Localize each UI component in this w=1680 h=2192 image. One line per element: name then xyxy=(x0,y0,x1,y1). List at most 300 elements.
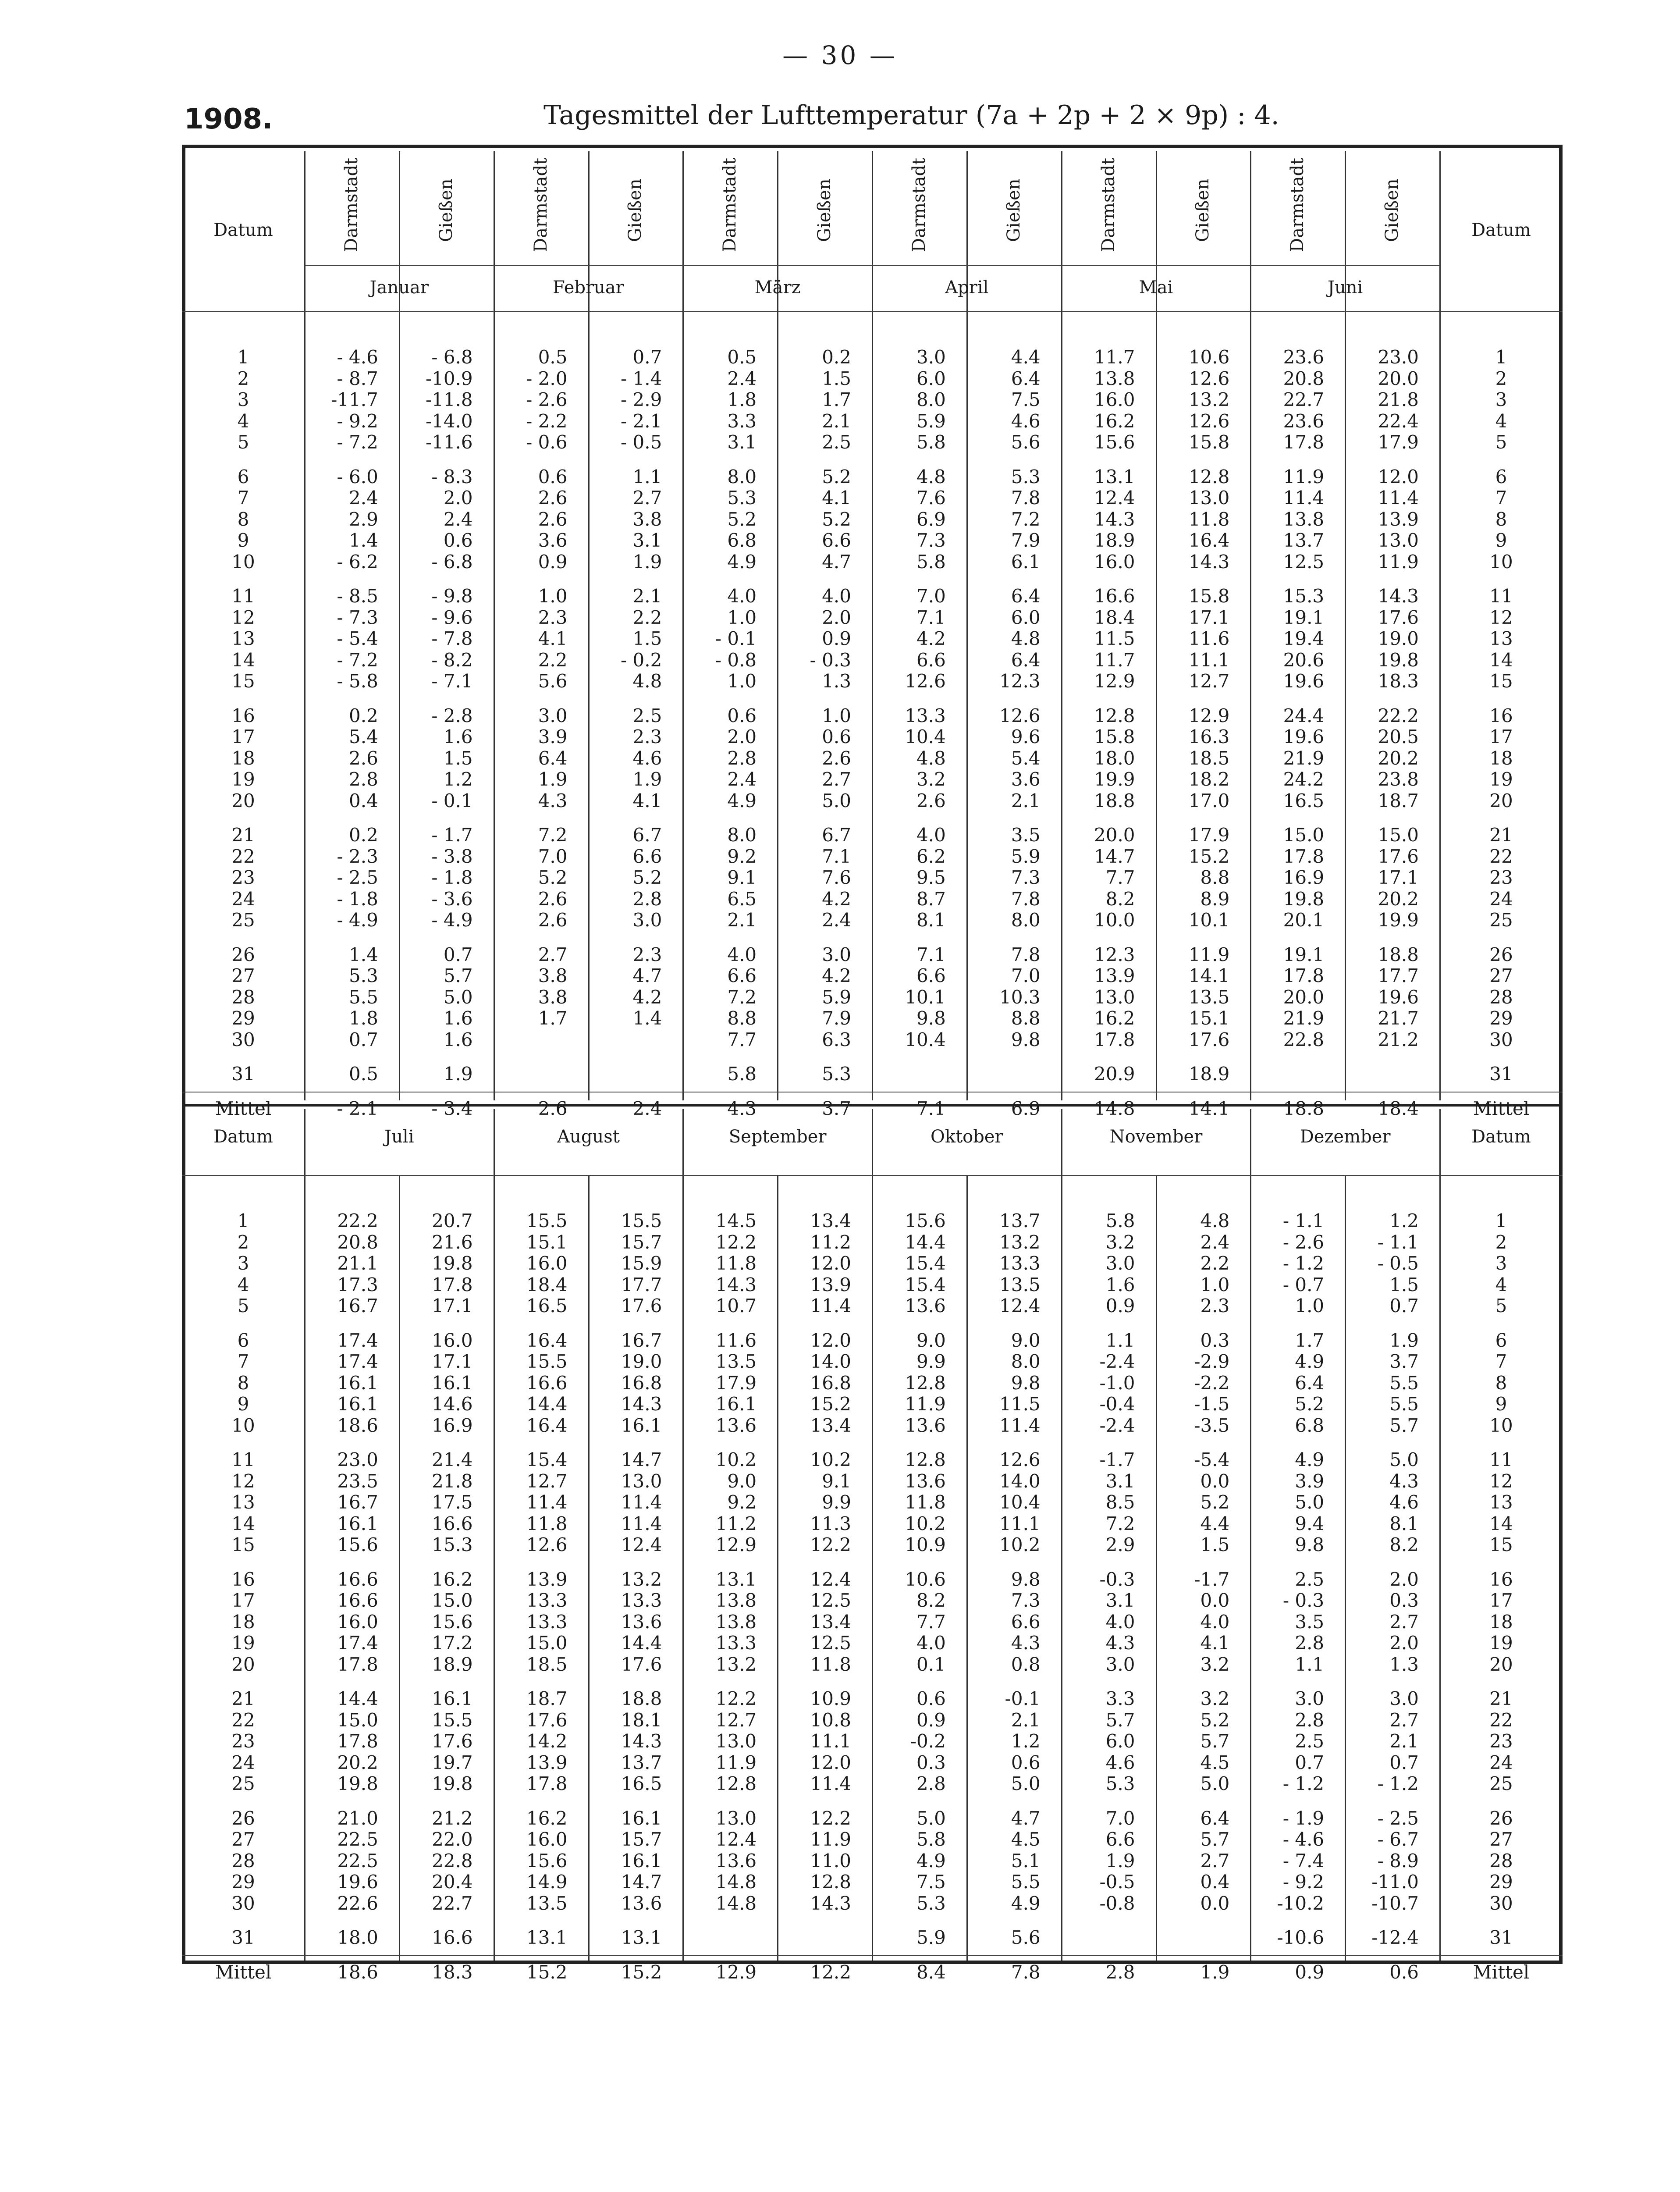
bottom-value-cell: 6.4 xyxy=(1200,1807,1230,1829)
bottom-value-cell: 15.4 xyxy=(905,1274,946,1295)
top-value-cell: - 6.0 xyxy=(337,466,378,488)
bottom-value-cell: 18.0 xyxy=(337,1927,378,1948)
bottom-value-cell: 13.7 xyxy=(621,1751,662,1773)
top-value-cell: 2.1 xyxy=(1011,790,1041,811)
bottom-value-cell: 11.9 xyxy=(715,1751,757,1773)
top-value-cell: 18.2 xyxy=(1188,769,1230,790)
bottom-month-header: Dezember xyxy=(1300,1127,1391,1147)
bottom-value-cell: 16.1 xyxy=(337,1372,378,1394)
top-value-cell: 0.6 xyxy=(727,705,757,726)
bottom-datum-cell-left: 28 xyxy=(231,1850,255,1872)
bottom-datum-cell-right: 28 xyxy=(1489,1850,1513,1872)
bottom-value-cell: 13.3 xyxy=(999,1253,1041,1274)
top-value-cell: 7.0 xyxy=(1011,965,1041,986)
top-value-cell: - 3.6 xyxy=(431,888,473,910)
bottom-value-cell: 16.5 xyxy=(621,1773,662,1794)
top-value-cell: 6.6 xyxy=(632,845,662,867)
bottom-value-cell: 2.3 xyxy=(1200,1295,1230,1317)
top-value-cell: 3.8 xyxy=(538,965,568,986)
top-value-cell: 7.1 xyxy=(916,943,946,965)
bottom-value-cell: 21.4 xyxy=(432,1449,473,1470)
year-label: 1908. xyxy=(184,103,273,135)
top-value-cell: - 3.8 xyxy=(431,845,473,867)
top-value-cell: 6.0 xyxy=(916,367,946,389)
top-value-cell: 2.6 xyxy=(538,888,568,910)
top-value-cell: 6.7 xyxy=(822,824,851,846)
bottom-value-cell: -2.4 xyxy=(1099,1351,1135,1372)
bottom-value-cell: 13.0 xyxy=(715,1807,757,1829)
bottom-value-cell: 11.4 xyxy=(999,1414,1041,1436)
bottom-datum-cell-right: 3 xyxy=(1495,1253,1507,1274)
top-value-cell: 6.1 xyxy=(1011,551,1041,573)
bottom-value-cell: 1.3 xyxy=(1389,1653,1419,1675)
bottom-datum-cell-left: 22 xyxy=(231,1709,255,1731)
top-value-cell: 7.0 xyxy=(538,845,568,867)
bottom-value-cell: 17.1 xyxy=(432,1295,473,1317)
top-value-cell: 11.4 xyxy=(1378,487,1419,509)
top-value-cell: 2.6 xyxy=(916,790,946,811)
top-value-cell: 7.9 xyxy=(1011,530,1041,551)
bottom-value-cell: 16.2 xyxy=(526,1807,568,1829)
bottom-value-cell: 15.5 xyxy=(621,1210,662,1231)
top-value-cell: 1.9 xyxy=(632,551,662,573)
top-value-cell: - 0.8 xyxy=(715,649,757,671)
top-datum-cell-right: 15 xyxy=(1489,670,1513,692)
bottom-value-cell: 5.6 xyxy=(1011,1927,1041,1948)
top-station-header-giessen: Gießen xyxy=(1382,178,1403,242)
top-station-header-darmstadt: Darmstadt xyxy=(1098,157,1119,252)
bottom-value-cell: 1.9 xyxy=(1389,1329,1419,1351)
top-value-cell: 6.5 xyxy=(727,888,757,910)
bottom-datum-cell-right: 30 xyxy=(1489,1892,1513,1914)
bottom-value-cell: -0.1 xyxy=(1005,1688,1041,1709)
bottom-value-cell: 1.7 xyxy=(1295,1329,1325,1351)
bottom-value-cell: 2.2 xyxy=(1200,1253,1230,1274)
bottom-value-cell: 17.8 xyxy=(337,1653,378,1675)
bottom-value-cell: 2.8 xyxy=(1295,1709,1325,1731)
bottom-value-cell: 5.0 xyxy=(1200,1773,1230,1794)
bottom-value-cell: 12.9 xyxy=(715,1534,757,1555)
bottom-value-cell: 13.9 xyxy=(526,1751,568,1773)
bottom-value-cell: 2.4 xyxy=(1200,1231,1230,1253)
bottom-value-cell: 6.6 xyxy=(1011,1611,1041,1633)
top-value-cell: - 3.4 xyxy=(431,1097,473,1119)
top-value-cell: 11.4 xyxy=(1283,487,1325,509)
bottom-value-cell: 8.2 xyxy=(1389,1534,1419,1555)
bottom-value-cell: 5.2 xyxy=(1295,1393,1325,1415)
top-value-cell: 2.1 xyxy=(632,585,662,607)
top-value-cell: 6.6 xyxy=(916,649,946,671)
top-value-cell: -10.9 xyxy=(425,367,473,389)
top-value-cell: 13.5 xyxy=(1188,986,1230,1008)
top-value-cell: 2.4 xyxy=(822,909,851,931)
top-value-cell: 11.9 xyxy=(1283,466,1325,488)
bottom-value-cell: 13.7 xyxy=(999,1210,1041,1231)
bottom-value-cell: 9.1 xyxy=(822,1470,851,1492)
top-value-cell: 12.8 xyxy=(1188,466,1230,488)
bottom-datum-cell-left: 15 xyxy=(231,1534,255,1555)
bottom-value-cell: 0.4 xyxy=(1200,1871,1230,1893)
top-value-cell: 3.2 xyxy=(916,769,946,790)
top-value-cell: 7.8 xyxy=(1011,943,1041,965)
bottom-datum-cell-left: 29 xyxy=(231,1871,255,1893)
top-value-cell: 7.6 xyxy=(916,487,946,509)
bottom-value-cell: 15.6 xyxy=(905,1210,946,1231)
bottom-value-cell: 10.7 xyxy=(715,1295,757,1317)
top-value-cell: - 1.4 xyxy=(620,367,662,389)
bottom-value-cell: 17.6 xyxy=(526,1709,568,1731)
top-value-cell: 0.5 xyxy=(727,346,757,368)
top-value-cell: 17.8 xyxy=(1283,431,1325,453)
top-value-cell: 1.6 xyxy=(443,1028,473,1050)
bottom-value-cell: 14.8 xyxy=(715,1892,757,1914)
bottom-datum-header-left: Datum xyxy=(213,1127,273,1147)
bottom-value-cell: 2.7 xyxy=(1389,1611,1419,1633)
top-value-cell: - 0.6 xyxy=(526,431,568,453)
bottom-value-cell: 14.4 xyxy=(621,1632,662,1654)
bottom-value-cell: 13.6 xyxy=(621,1611,662,1633)
bottom-value-cell: -0.8 xyxy=(1099,1892,1135,1914)
top-value-cell: 3.5 xyxy=(1011,824,1041,846)
top-datum-cell-left: 11 xyxy=(231,585,255,607)
bottom-value-cell: 5.7 xyxy=(1105,1709,1135,1731)
bottom-value-cell: - 1.2 xyxy=(1282,1253,1325,1274)
top-value-cell: 19.6 xyxy=(1283,670,1325,692)
top-value-cell: 17.6 xyxy=(1188,1028,1230,1050)
bottom-value-cell: 7.8 xyxy=(1011,1961,1041,1983)
bottom-value-cell: -12.4 xyxy=(1371,1927,1419,1948)
top-datum-cell-left: 2 xyxy=(237,367,249,389)
top-value-cell: 17.0 xyxy=(1188,790,1230,811)
bottom-value-cell: -0.3 xyxy=(1099,1568,1135,1590)
bottom-value-cell: 14.7 xyxy=(621,1871,662,1893)
top-value-cell: - 1.8 xyxy=(431,867,473,888)
bottom-value-cell: 4.8 xyxy=(1200,1210,1230,1231)
bottom-datum-cell-right: 18 xyxy=(1489,1611,1513,1633)
bottom-value-cell: 13.6 xyxy=(905,1295,946,1317)
top-datum-cell-left: 4 xyxy=(237,410,249,432)
top-value-cell: - 7.2 xyxy=(337,649,378,671)
bottom-value-cell: 13.1 xyxy=(621,1927,662,1948)
top-value-cell: 3.8 xyxy=(632,508,662,530)
top-value-cell: 3.7 xyxy=(822,1097,851,1119)
top-datum-cell-left: 15 xyxy=(231,670,255,692)
top-value-cell: 18.5 xyxy=(1188,747,1230,769)
top-value-cell: 16.0 xyxy=(1094,389,1135,410)
bottom-datum-cell-right: 20 xyxy=(1489,1653,1513,1675)
bottom-datum-cell-right: 6 xyxy=(1495,1329,1507,1351)
bottom-value-cell: 13.9 xyxy=(526,1568,568,1590)
top-value-cell: 6.6 xyxy=(916,965,946,986)
top-value-cell: 8.8 xyxy=(727,1007,757,1029)
top-station-header-giessen: Gießen xyxy=(436,178,456,242)
bottom-value-cell: 14.7 xyxy=(621,1449,662,1470)
top-value-cell: 7.9 xyxy=(822,1007,851,1029)
bottom-value-cell: 1.5 xyxy=(1389,1274,1419,1295)
top-datum-cell-right: 4 xyxy=(1495,410,1507,432)
bottom-datum-cell-right: 11 xyxy=(1489,1449,1513,1470)
bottom-value-cell: - 1.1 xyxy=(1282,1210,1325,1231)
top-value-cell: 12.3 xyxy=(1094,943,1135,965)
top-value-cell: 11.7 xyxy=(1094,346,1135,368)
bottom-value-cell: 4.1 xyxy=(1200,1632,1230,1654)
bottom-value-cell: 2.9 xyxy=(1105,1534,1135,1555)
bottom-value-cell: 20.2 xyxy=(337,1751,378,1773)
top-value-cell: 22.2 xyxy=(1378,705,1419,726)
top-datum-cell-left: Mittel xyxy=(215,1097,272,1119)
bottom-datum-cell-left: 6 xyxy=(237,1329,249,1351)
top-value-cell: 7.1 xyxy=(916,606,946,628)
bottom-datum-cell-right: 23 xyxy=(1489,1730,1513,1752)
bottom-value-cell: -2.9 xyxy=(1194,1351,1230,1372)
bottom-datum-cell-left: 27 xyxy=(231,1829,255,1850)
bottom-value-cell: 13.0 xyxy=(715,1730,757,1752)
top-value-cell: 7.8 xyxy=(1011,487,1041,509)
top-value-cell: 7.8 xyxy=(1011,888,1041,910)
bottom-value-cell: 16.5 xyxy=(526,1295,568,1317)
top-value-cell: 3.6 xyxy=(1011,769,1041,790)
bottom-datum-cell-right: 19 xyxy=(1489,1632,1513,1654)
bottom-value-cell: 10.9 xyxy=(905,1534,946,1555)
top-datum-cell-left: 27 xyxy=(231,965,255,986)
bottom-value-cell: 0.0 xyxy=(1200,1590,1230,1611)
top-value-cell: 17.9 xyxy=(1378,431,1419,453)
bottom-value-cell: 1.5 xyxy=(1200,1534,1230,1555)
top-datum-cell-left: 18 xyxy=(231,747,255,769)
bottom-value-cell: 12.2 xyxy=(715,1688,757,1709)
top-datum-cell-left: 24 xyxy=(231,888,255,910)
top-value-cell: 5.3 xyxy=(1011,466,1041,488)
top-value-cell: 0.9 xyxy=(538,551,568,573)
bottom-value-cell: 17.6 xyxy=(621,1295,662,1317)
bottom-value-cell: 15.5 xyxy=(526,1210,568,1231)
top-value-cell: - 8.5 xyxy=(337,585,378,607)
top-value-cell: 7.6 xyxy=(822,867,851,888)
bottom-value-cell: 16.1 xyxy=(621,1850,662,1872)
bottom-datum-cell-right: 27 xyxy=(1489,1829,1513,1850)
top-datum-cell-right: 11 xyxy=(1489,585,1513,607)
bottom-datum-cell-right: 10 xyxy=(1489,1414,1513,1436)
top-value-cell: 2.5 xyxy=(822,431,851,453)
bottom-value-cell: 13.5 xyxy=(526,1892,568,1914)
bottom-value-cell: 11.9 xyxy=(905,1393,946,1415)
bottom-value-cell: 16.7 xyxy=(337,1295,378,1317)
bottom-value-cell: 1.1 xyxy=(1105,1329,1135,1351)
bottom-value-cell: 14.9 xyxy=(526,1871,568,1893)
bottom-value-cell: 16.0 xyxy=(432,1329,473,1351)
top-value-cell: 18.8 xyxy=(1094,790,1135,811)
bottom-datum-cell-right: 14 xyxy=(1489,1512,1513,1534)
bottom-value-cell: 9.9 xyxy=(916,1351,946,1372)
bottom-value-cell: 11.8 xyxy=(715,1253,757,1274)
bottom-value-cell: 11.8 xyxy=(810,1653,851,1675)
top-value-cell: 0.6 xyxy=(443,530,473,551)
bottom-value-cell: 17.4 xyxy=(337,1351,378,1372)
top-value-cell: 18.3 xyxy=(1378,670,1419,692)
top-datum-cell-right: Mittel xyxy=(1473,1097,1530,1119)
top-datum-cell-left: 28 xyxy=(231,986,255,1008)
top-value-cell: 2.4 xyxy=(727,769,757,790)
top-value-cell: - 8.7 xyxy=(337,367,378,389)
top-datum-cell-right: 21 xyxy=(1489,824,1513,846)
bottom-datum-cell-right: 17 xyxy=(1489,1590,1513,1611)
top-datum-cell-right: 24 xyxy=(1489,888,1513,910)
top-datum-cell-right: 30 xyxy=(1489,1028,1513,1050)
top-value-cell: - 2.5 xyxy=(337,867,378,888)
top-value-cell: 0.2 xyxy=(822,346,851,368)
bottom-value-cell: 4.3 xyxy=(1389,1470,1419,1492)
top-value-cell: 20.0 xyxy=(1283,986,1325,1008)
top-value-cell: 4.3 xyxy=(727,1097,757,1119)
top-value-cell: 0.4 xyxy=(349,790,378,811)
top-value-cell: 1.9 xyxy=(443,1063,473,1085)
top-value-cell: 6.9 xyxy=(1011,1097,1041,1119)
bottom-value-cell: - 6.7 xyxy=(1377,1829,1419,1850)
bottom-value-cell: 17.7 xyxy=(621,1274,662,1295)
top-value-cell: 5.7 xyxy=(443,965,473,986)
top-value-cell: 16.2 xyxy=(1094,1007,1135,1029)
bottom-value-cell: -5.4 xyxy=(1194,1449,1230,1470)
bottom-value-cell: -0.4 xyxy=(1099,1393,1135,1415)
top-datum-cell-right: 7 xyxy=(1495,487,1507,509)
top-value-cell: 0.5 xyxy=(349,1063,378,1085)
bottom-value-cell: 2.7 xyxy=(1200,1850,1230,1872)
bottom-value-cell: 10.4 xyxy=(999,1491,1041,1513)
bottom-value-cell: 16.6 xyxy=(432,1927,473,1948)
bottom-value-cell: 22.8 xyxy=(432,1850,473,1872)
top-value-cell: - 6.2 xyxy=(337,551,378,573)
bottom-value-cell: 16.0 xyxy=(526,1253,568,1274)
bottom-value-cell: 0.3 xyxy=(1389,1590,1419,1611)
bottom-value-cell: 4.0 xyxy=(1105,1611,1135,1633)
bottom-value-cell: 1.9 xyxy=(1200,1961,1230,1983)
top-value-cell: 2.4 xyxy=(727,367,757,389)
top-value-cell: 7.1 xyxy=(822,845,851,867)
top-datum-cell-left: 9 xyxy=(237,530,249,551)
bottom-value-cell: 15.0 xyxy=(432,1590,473,1611)
top-value-cell: 19.1 xyxy=(1283,606,1325,628)
bottom-value-cell: -1.5 xyxy=(1194,1393,1230,1415)
bottom-value-cell: 10.6 xyxy=(905,1568,946,1590)
bottom-mittel-rule xyxy=(182,1955,1563,1956)
top-datum-cell-left: 25 xyxy=(231,909,255,931)
bottom-value-cell: 2.8 xyxy=(916,1773,946,1794)
bottom-value-cell: 4.4 xyxy=(1200,1512,1230,1534)
top-datum-cell-right: 29 xyxy=(1489,1007,1513,1029)
top-datum-cell-left: 16 xyxy=(231,705,255,726)
bottom-datum-cell-left: 25 xyxy=(231,1773,255,1794)
top-value-cell: 4.8 xyxy=(916,747,946,769)
top-value-cell: 4.6 xyxy=(1011,410,1041,432)
bottom-value-cell: 18.6 xyxy=(337,1961,378,1983)
top-value-cell: 2.1 xyxy=(822,410,851,432)
page-number: — 30 — xyxy=(782,40,898,70)
top-value-cell: 2.2 xyxy=(632,606,662,628)
bottom-value-cell: - 7.4 xyxy=(1282,1850,1325,1872)
top-value-cell: 7.0 xyxy=(916,585,946,607)
top-value-cell: - 8.2 xyxy=(431,649,473,671)
bottom-value-cell: 3.0 xyxy=(1105,1653,1135,1675)
top-datum-cell-right: 28 xyxy=(1489,986,1513,1008)
bottom-value-cell: 16.1 xyxy=(432,1372,473,1394)
top-value-cell: 14.1 xyxy=(1188,1097,1230,1119)
bottom-value-cell: 11.0 xyxy=(810,1850,851,1872)
bottom-value-cell: 2.5 xyxy=(1295,1730,1325,1752)
bottom-value-cell: 3.7 xyxy=(1389,1351,1419,1372)
top-datum-cell-right: 14 xyxy=(1489,649,1513,671)
top-value-cell: 14.8 xyxy=(1094,1097,1135,1119)
top-value-cell: -14.0 xyxy=(425,410,473,432)
top-value-cell: 17.6 xyxy=(1378,845,1419,867)
top-value-cell: 7.1 xyxy=(916,1097,946,1119)
top-datum-cell-left: 7 xyxy=(237,487,249,509)
top-datum-cell-right: 1 xyxy=(1495,346,1507,368)
top-value-cell: 21.2 xyxy=(1378,1028,1419,1050)
top-value-cell: 2.5 xyxy=(632,705,662,726)
bottom-value-cell: 15.7 xyxy=(621,1829,662,1850)
top-datum-cell-right: 22 xyxy=(1489,845,1513,867)
top-value-cell: 3.0 xyxy=(916,346,946,368)
bottom-value-cell: 13.4 xyxy=(810,1210,851,1231)
top-value-cell: - 2.1 xyxy=(337,1097,378,1119)
top-value-cell: - 7.2 xyxy=(337,431,378,453)
top-value-cell: 15.8 xyxy=(1188,431,1230,453)
top-value-cell: 3.3 xyxy=(727,410,757,432)
top-datum-cell-right: 27 xyxy=(1489,965,1513,986)
top-value-cell: 18.4 xyxy=(1094,606,1135,628)
bottom-value-cell: - 0.3 xyxy=(1282,1590,1325,1611)
top-value-cell: 5.8 xyxy=(916,431,946,453)
top-value-cell: 10.1 xyxy=(1188,909,1230,931)
bottom-value-cell: 14.4 xyxy=(905,1231,946,1253)
bottom-value-cell: 13.4 xyxy=(810,1611,851,1633)
top-value-cell: 5.3 xyxy=(727,487,757,509)
bottom-value-cell: 13.9 xyxy=(810,1274,851,1295)
top-value-cell: 5.2 xyxy=(822,508,851,530)
top-value-cell: - 5.8 xyxy=(337,670,378,692)
top-value-cell: 4.1 xyxy=(822,487,851,509)
top-value-cell: 9.8 xyxy=(1011,1028,1041,1050)
bottom-value-cell: 15.2 xyxy=(621,1961,662,1983)
bottom-datum-cell-left: 16 xyxy=(231,1568,255,1590)
bottom-value-cell: 15.6 xyxy=(337,1534,378,1555)
top-month-header: März xyxy=(754,278,801,298)
top-datum-cell-left: 20 xyxy=(231,790,255,811)
top-value-cell: 15.8 xyxy=(1094,726,1135,747)
top-value-cell: 3.6 xyxy=(538,530,568,551)
top-value-cell: 17.8 xyxy=(1283,965,1325,986)
top-value-cell: 5.9 xyxy=(822,986,851,1008)
bottom-value-cell: 16.4 xyxy=(526,1329,568,1351)
bottom-value-cell: 9.9 xyxy=(822,1491,851,1513)
bottom-value-cell: 4.6 xyxy=(1389,1491,1419,1513)
top-datum-cell-right: 17 xyxy=(1489,726,1513,747)
top-value-cell: 13.1 xyxy=(1094,466,1135,488)
top-datum-cell-left: 17 xyxy=(231,726,255,747)
top-value-cell: 0.5 xyxy=(538,346,568,368)
bottom-value-cell: 12.2 xyxy=(810,1807,851,1829)
bottom-value-cell: 12.2 xyxy=(715,1231,757,1253)
top-value-cell: 6.4 xyxy=(1011,585,1041,607)
top-value-cell: 20.0 xyxy=(1094,824,1135,846)
top-value-cell: - 9.2 xyxy=(337,410,378,432)
bottom-value-cell: 13.8 xyxy=(715,1611,757,1633)
bottom-value-cell: -1.7 xyxy=(1099,1449,1135,1470)
top-value-cell: 8.8 xyxy=(1200,867,1230,888)
top-value-cell: 10.4 xyxy=(905,1028,946,1050)
bottom-datum-cell-right: Mittel xyxy=(1473,1961,1530,1983)
bottom-value-cell: 18.6 xyxy=(337,1414,378,1436)
